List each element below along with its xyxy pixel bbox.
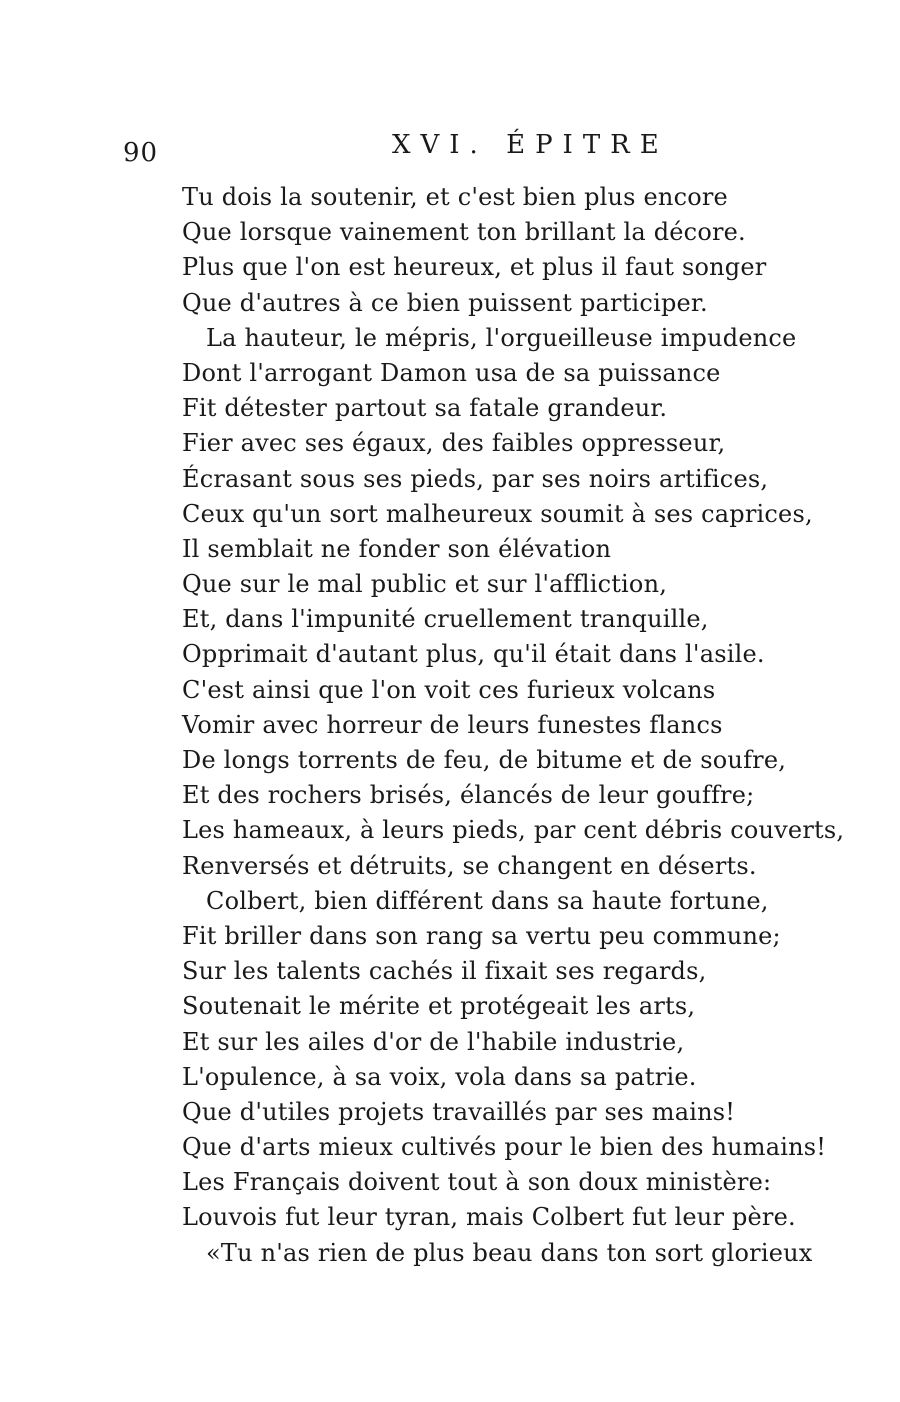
verse-line: Que sur le mal public et sur l'affliction, [182, 570, 668, 599]
verse-line: Tu dois la soutenir, et c'est bien plus encore [182, 183, 728, 211]
verse-line: La hauteur, le mépris, l'orgueilleuse impudence [206, 323, 797, 352]
verse-line: Opprimait d'autant plus, qu'il était dans l'asile. [182, 640, 765, 669]
verse-line: Et, dans l'impunité cruellement tranquille, [182, 605, 709, 634]
verse-line: Et sur les ailes d'or de l'habile industrie, [182, 1027, 685, 1056]
verse-line: Que d'utiles projets travaillés par ses mains! [182, 1097, 736, 1126]
verse-line: Vomir avec horreur de leurs funestes flancs [182, 710, 723, 739]
verse-line: Il semblait ne fonder son élévation [182, 534, 612, 563]
verse-line: Plus que l'on est heureux, et plus il faut songer [182, 253, 767, 282]
verse-line: «Tu n'as rien de plus beau dans ton sort glorieux [206, 1238, 813, 1267]
verse-line: Fit briller dans son rang sa vertu peu commune; [182, 921, 781, 950]
verse-line: Ceux qu'un sort malheureux soumit à ses caprices, [182, 499, 813, 528]
verse-line: Sur les talents cachés il fixait ses regards, [182, 957, 707, 986]
verse-line: Fit détester partout sa fatale grandeur. [182, 394, 668, 423]
verse-line: Les Français doivent tout à son doux ministère: [182, 1168, 772, 1197]
verse-line: Renversés et détruits, se changent en déserts. [182, 851, 757, 880]
verse-line: Soutenait le mérite et protégeait les arts, [182, 992, 696, 1021]
verse-line: L'opulence, à sa voix, vola dans sa patrie. [182, 1062, 697, 1091]
running-head: XVI. ÉPITRE [392, 130, 669, 160]
verse-line: Écrasant sous ses pieds, par ses noirs artifices, [182, 464, 769, 493]
verse-line: De longs torrents de feu, de bitume et de soufre, [182, 746, 787, 774]
verse-line: Que d'arts mieux cultivés pour le bien des humains! [182, 1133, 827, 1162]
verse-line: Colbert, bien différent dans sa haute fortune, [206, 886, 769, 915]
verse-line: Fier avec ses égaux, des faibles oppresseur, [182, 429, 726, 458]
verse-line: Les hameaux, à leurs pieds, par cent débris couverts, [182, 816, 845, 845]
poem-body [182, 180, 882, 1271]
verse-line: Et des rochers brisés, élancés de leur gouffre; [182, 781, 755, 810]
verse-line: Louvois fut leur tyran, mais Colbert fut leur père. [182, 1203, 796, 1232]
verse-line: C'est ainsi que l'on voit ces furieux volcans [182, 675, 716, 704]
verse-line: Que lorsque vainement ton brillant la décore. [182, 218, 746, 247]
page-number: 90 [123, 138, 159, 168]
verse-line: Dont l'arrogant Damon usa de sa puissance [182, 358, 721, 387]
verse-line: Que d'autres à ce bien puissent participer. [182, 288, 708, 317]
